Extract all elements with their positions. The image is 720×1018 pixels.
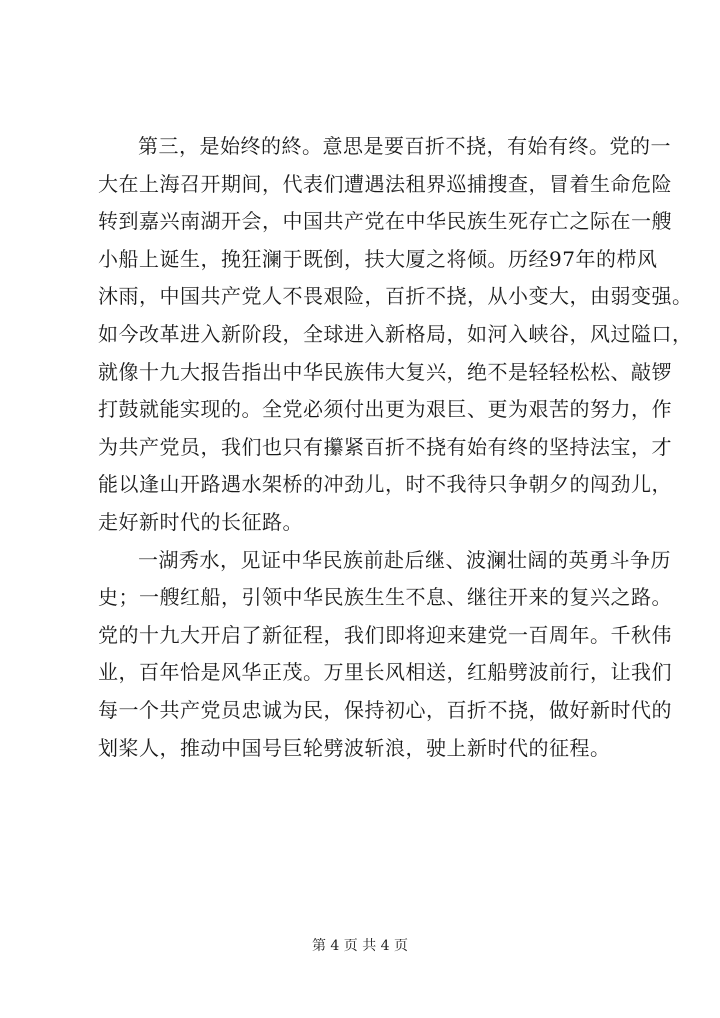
- document-body: [98, 128, 693, 767]
- text-line: 大在上海召开期间，代表们遭遇法租界巡捕搜查，冒着生命危险: [98, 171, 672, 196]
- text-line: 如今改革进入新阶段，全球进入新格局，如河入峡谷，风过隘口，: [98, 321, 693, 346]
- paragraph-1: [98, 128, 693, 542]
- text-line: 就像十九大报告指出中华民族伟大复兴，绝不是轻轻松松、敲锣: [98, 359, 672, 384]
- text-line: 小船上诞生，挽狂澜于既倒，扶大厦之将倾。历经97年的栉风: [98, 246, 658, 271]
- text-line: 业，百年恰是风华正茂。万里长风相送，红船劈波前行，让我们: [98, 660, 672, 685]
- text-line: 党的十九大开启了新征程，我们即将迎来建党一百周年。千秋伟: [98, 622, 672, 647]
- text-line: 走好新时代的长征路。: [98, 509, 303, 534]
- text-line: 打鼓就能实现的。全党必须付出更为艰巨、更为艰苦的努力，作: [98, 397, 672, 422]
- text-line: 每一个共产党员忠诚为民，保持初心，百折不挠，做好新时代的: [98, 697, 672, 722]
- text-line: 史；一艘红船，引领中华民族生生不息、继往开来的复兴之路。: [98, 585, 672, 610]
- text-line: 为共产党员，我们也只有攥紧百折不挠有始有终的坚持法宝，才: [98, 434, 672, 459]
- paragraph-2: [98, 542, 672, 768]
- page-number-footer: 第 4 页 共 4 页: [311, 938, 409, 954]
- text-line: 第三，是始终的終。意思是要百折不挠，有始有终。党的一: [138, 134, 671, 158]
- text-line: 能以逢山开路遇水架桥的冲劲儿，时不我待只争朝夕的闯劲儿，: [98, 472, 672, 497]
- text-line: 转到嘉兴南湖开会，中国共产党在中华民族生死存亡之际在一艘: [98, 209, 672, 234]
- text-line: 划桨人，推动中国号巨轮劈波斩浪，驶上新时代的征程。: [98, 735, 611, 760]
- text-line: 一湖秀水，见证中华民族前赴后继、波澜壮阔的英勇斗争历: [138, 547, 671, 572]
- text-line: 沐雨，中国共产党人不畏艰险，百折不挠，从小变大，由弱变强。: [98, 284, 693, 309]
